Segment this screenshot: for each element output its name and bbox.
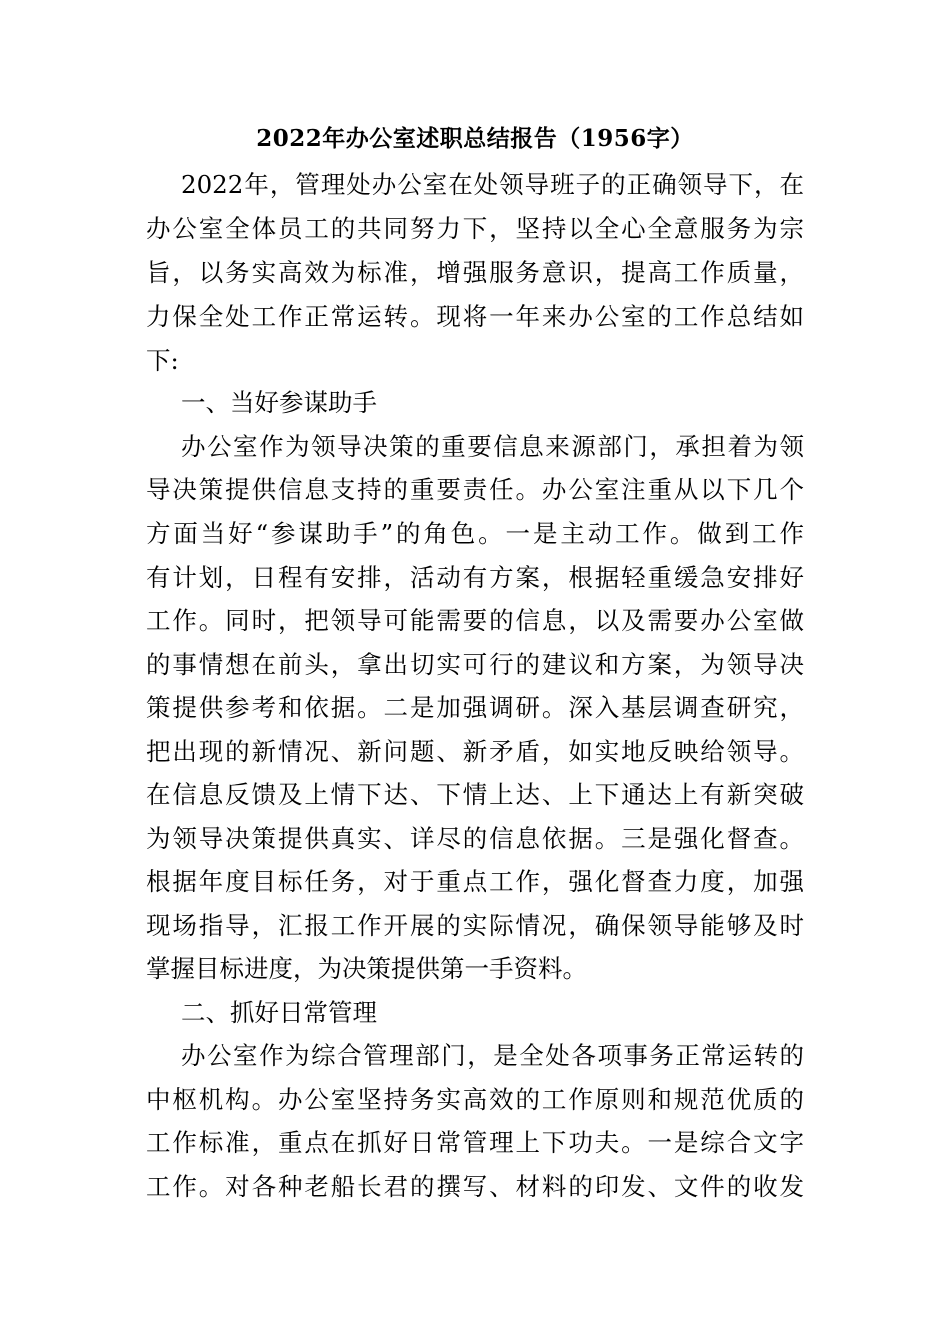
- paragraph-line: 有计划，日程有安排，活动有方案，根据轻重缓急安排好: [146, 563, 804, 592]
- paragraph-line: 办公室作为综合管理部门，是全处各项事务正常运转的: [181, 1041, 804, 1070]
- paragraph-line: 力保全处工作正常运转。现将一年来办公室的工作总结如: [146, 302, 804, 331]
- paragraph-line: 旨，以务实高效为标准，增强服务意识，提高工作质量，: [146, 258, 804, 287]
- paragraph-line: 2022年，管理处办公室在处领导班子的正确领导下，在: [181, 170, 804, 199]
- paragraph-line: 中枢机构。办公室坚持务实高效的工作原则和规范优质的: [146, 1085, 804, 1114]
- paragraph-line: 工作。对各种老船长君的撰写、材料的印发、文件的收发: [146, 1172, 804, 1201]
- paragraph-line: 根据年度目标任务，对于重点工作，强化督查力度，加强: [146, 867, 804, 896]
- paragraph-line: 把出现的新情况、新问题、新矛盾，如实地反映给领导。: [146, 737, 804, 766]
- paragraph-line: 在信息反馈及上情下达、下情上达、上下通达上有新突破: [146, 780, 804, 809]
- section-heading: 二、抓好日常管理: [181, 998, 377, 1027]
- paragraph-line: 工作标准，重点在抓好日常管理上下功夫。一是综合文字: [146, 1128, 804, 1157]
- paragraph-line: 办公室全体员工的共同努力下，坚持以全心全意服务为宗: [146, 214, 804, 243]
- section-heading: 一、当好参谋助手: [181, 388, 377, 417]
- document-title: 2022年办公室述职总结报告（1956字）: [256, 125, 694, 152]
- paragraph-line: 方面当好“参谋助手”的角色。一是主动工作。做到工作: [146, 519, 804, 548]
- paragraph-line: 工作。同时，把领导可能需要的信息，以及需要办公室做: [146, 606, 804, 635]
- paragraph-line: 导决策提供信息支持的重要责任。办公室注重从以下几个: [146, 475, 804, 504]
- paragraph-line: 掌握目标进度，为决策提供第一手资料。: [146, 954, 587, 983]
- paragraph-line: 策提供参考和依据。二是加强调研。深入基层调查研究，: [146, 693, 804, 722]
- paragraph-line: 现场指导，汇报工作开展的实际情况，确保领导能够及时: [146, 911, 804, 940]
- paragraph-line: 为领导决策提供真实、详尽的信息依据。三是强化督查。: [146, 824, 804, 853]
- paragraph-line: 办公室作为领导决策的重要信息来源部门，承担着为领: [181, 432, 804, 461]
- paragraph-line: 的事情想在前头，拿出切实可行的建议和方案，为领导决: [146, 650, 804, 679]
- paragraph-line: 下:: [146, 346, 179, 375]
